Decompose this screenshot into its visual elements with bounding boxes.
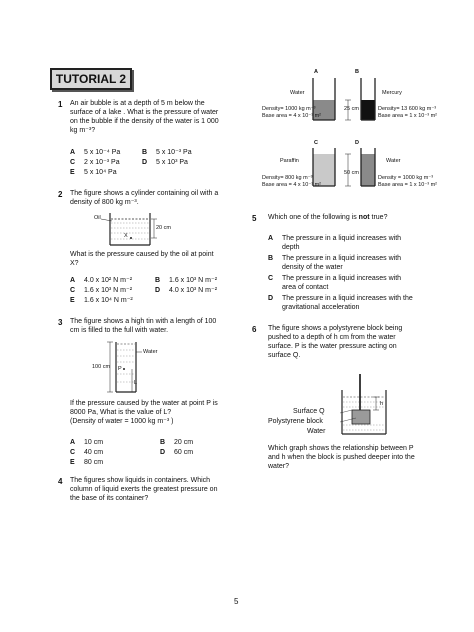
q2-option-e[interactable]: E 1.6 x 10⁴ N m⁻² — [70, 297, 133, 304]
q6-line: pushed to a depth of h cm from the water — [268, 334, 396, 341]
q4-line: the base of its container? — [70, 495, 149, 502]
q3-l-label: L — [134, 380, 138, 386]
q6-block-label: Polystyrene block — [268, 418, 323, 425]
page-number: 5 — [234, 597, 239, 606]
q5-option-a[interactable]: A The pressure in a liquid increases with depth — [268, 235, 402, 251]
tutorial-title: TUTORIAL 2 — [50, 68, 132, 90]
q3-option-c[interactable]: C 40 cm — [70, 449, 104, 456]
q3-stem — [70, 317, 216, 335]
q3-q-line: 8000 Pa, What is the value of L? — [70, 409, 172, 416]
q3-number: 3 — [58, 318, 63, 327]
q2-depth-label: 20 cm — [156, 225, 171, 231]
q1-line: on the bubble if the density of the water is 1 000 — [70, 118, 219, 125]
q5-number: 5 — [252, 214, 257, 223]
q6-question — [268, 444, 415, 471]
q2-option-c[interactable]: C 1.6 x 10³ N m⁻² — [70, 287, 133, 294]
q6-stem — [268, 324, 402, 360]
q3-q-line: If the pressure caused by the water at point P is — [70, 400, 218, 407]
q1-option-a[interactable]: A 5 x 10⁻⁴ Pa — [70, 149, 121, 156]
q2-number: 2 — [58, 190, 63, 199]
q2-q-line: What is the pressure caused by the oil at point — [70, 251, 214, 258]
q6-line: surface Q. — [268, 352, 301, 359]
q3-line: The figure shows a high tin with a length of 100 — [70, 318, 217, 325]
q6-q-line: and h when the block is pushed deeper into the — [268, 454, 415, 461]
q1-option-b[interactable]: B 5 x 10⁻³ Pa — [142, 149, 192, 156]
q6-water-label: Water — [307, 428, 326, 435]
fig-c-name: Paraffin — [280, 158, 299, 164]
fig-d-density: Density = 1000 kg m⁻³ — [378, 175, 434, 181]
q2-option-d[interactable]: D 4.0 x 10³ N m⁻² — [155, 287, 218, 294]
q2-option-b[interactable]: B 1.6 x 10³ N m⁻² — [155, 277, 218, 284]
fig-d-base: Base area = 1 x 10⁻³ m² — [378, 182, 437, 188]
q6-h-label: h — [380, 401, 384, 407]
q2-oil-label: Oil — [94, 215, 101, 221]
fig-a-letter: A — [314, 69, 318, 75]
fig-a-density: Density= 1000 kg m⁻³ — [262, 106, 316, 112]
fig-c-base: Base area = 4 x 10⁻³ m² — [262, 182, 321, 188]
q3-line: cm is filled to the full with water. — [70, 327, 169, 334]
q3-option-e[interactable]: E 80 cm — [70, 459, 104, 466]
q3-option-b[interactable]: B 20 cm — [160, 439, 194, 446]
fig-b-letter: B — [355, 69, 359, 75]
q3-question — [70, 399, 218, 426]
fig-b-name: Mercury — [382, 90, 402, 96]
q6-line: The figure shows a polystyrene block being — [268, 325, 403, 332]
q1-option-e[interactable]: E 5 x 10⁴ Pa — [70, 169, 117, 176]
fig-a-name: Water — [290, 90, 305, 96]
q5-stem: Which one of the following is not true? — [268, 214, 388, 221]
fig-a-base: Base area = 4 x 10⁻³ m² — [262, 113, 321, 119]
q4-number: 4 — [58, 477, 63, 486]
fig-b-base: Base area = 1 x 10⁻³ m² — [378, 113, 437, 119]
q2-stem — [70, 189, 218, 207]
q2-line: density of 800 kg m⁻³. — [70, 199, 139, 206]
q6-block-figure — [330, 372, 410, 442]
q2-q-line: X? — [70, 260, 79, 267]
q6-number: 6 — [252, 325, 257, 334]
q3-option-d[interactable]: D 60 cm — [160, 449, 194, 456]
q3-point-label: P — [118, 366, 122, 372]
q2-point-label: X — [124, 233, 128, 239]
q6-surface-label: Surface Q — [293, 408, 325, 415]
fig-b-density: Density= 13 600 kg m⁻³ — [378, 106, 437, 112]
q1-line: surface of a lake . What is the pressure of water — [70, 109, 219, 116]
fig-h1-label: 25 cm — [344, 106, 359, 112]
q6-q-line: Which graph shows the relationship between P — [268, 445, 414, 452]
q4-line: column of liquid exerts the greatest pressure on — [70, 486, 218, 493]
fig-d-name: Water — [386, 158, 401, 164]
fig-c-density: Density= 800 kg m⁻³ — [262, 175, 313, 181]
q3-length-label: 100 cm — [92, 364, 111, 370]
q1-number: 1 — [58, 100, 63, 109]
q1-line: An air bubble is at a depth of 5 m below the — [70, 100, 205, 107]
q3-water-label: Water — [143, 349, 158, 355]
q2-option-a[interactable]: A 4.0 x 10² N m⁻² — [70, 277, 133, 284]
q3-q-line: (Density of water = 1000 kg m⁻³ ) — [70, 418, 174, 425]
q6-q-line: water? — [268, 463, 290, 470]
fig-d-letter: D — [355, 140, 359, 146]
q6-line: surface. P is the water pressure acting on — [268, 343, 397, 350]
fig-h2-label: 50 cm — [344, 170, 359, 176]
q5-option-b[interactable]: B The pressure in a liquid increases with density of the water — [268, 255, 402, 271]
q5-not-emphasis: not — [358, 214, 370, 221]
q5-option-c[interactable]: C The pressure in a liquid increases with area of contact — [268, 275, 402, 291]
q2-line: The figure shows a cylinder containing oil with a — [70, 190, 219, 197]
q1-option-c[interactable]: C 2 x 10⁻³ Pa — [70, 159, 120, 166]
fig-c-letter: C — [314, 140, 318, 146]
q4-stem — [70, 476, 217, 503]
q1-stem — [70, 99, 219, 135]
q5-option-d[interactable]: D The pressure in a liquid increases with the gravitational acceleration — [268, 295, 413, 311]
q4-line: The figures show liquids in containers. Which — [70, 477, 211, 484]
q1-line: kg m⁻³? — [70, 127, 96, 134]
q2-question — [70, 250, 214, 268]
q1-option-d[interactable]: D 5 x 10³ Pa — [142, 159, 188, 166]
q3-option-a[interactable]: A 10 cm — [70, 439, 104, 446]
